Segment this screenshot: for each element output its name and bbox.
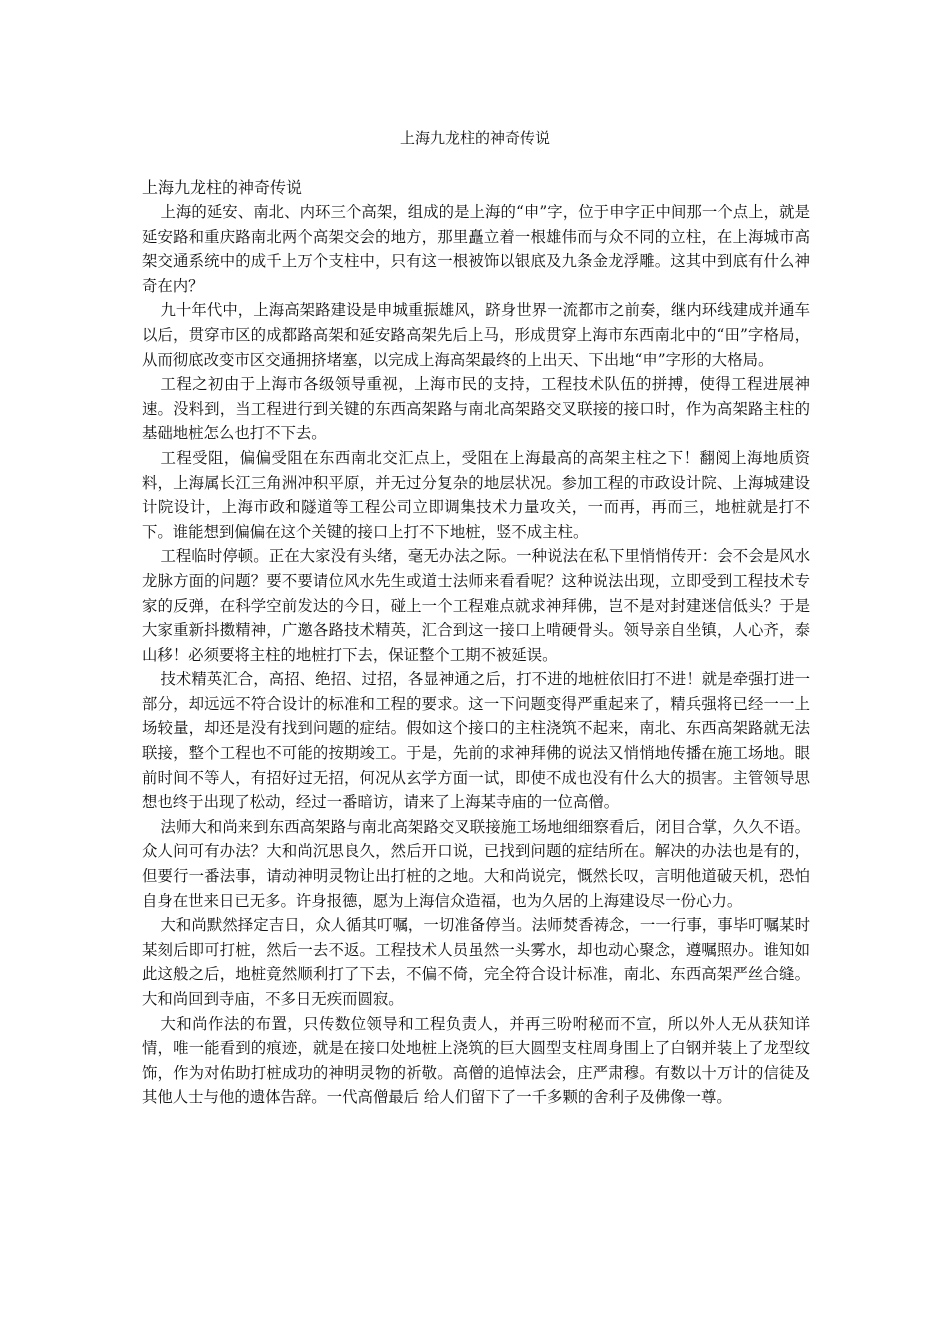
paragraph-4: 工程受阻，偏偏受阻在东西南北交汇点上，受阻在上海最高的高架主柱之下！翻阅上海地质资料，上海属长江三角洲冲积平原，并无过分复杂的地层状况。参加工程的市政设计院、上海城建设计院设计，上海市政和隧道等工程公司立即调集技术力量攻关，一而再，再而三，地桩就是打不下。谁能想到偏偏在这个关键的接口上打不下地桩，竖不成主柱。 — [142, 448, 810, 541]
paragraph-5: 工程临时停顿。正在大家没有头绪，毫无办法之际。一种说法在私下里悄悄传开：会不会是风水龙脉方面的问题？要不要请位风水先生或道士法师来看看呢？这种说法出现，立即受到工程技术专家的反弹，在科学空前发达的今日，碰上一个工程难点就求神拜佛，岂不是对封建迷信低头？于是大家重新抖擞精神，广邀各路技术精英，汇合到这一接口上啃硬骨头。领导亲自坐镇，人心齐，泰山移！必须要将主柱的地桩打下去，保证整个工期不被延误。 — [142, 547, 810, 664]
paragraph-2: 九十年代中，上海高架路建设是申城重振雄风，跻身世界一流都市之前奏，继内环线建成并通车以后，贯穿市区的成都路高架和延安路高架先后上马，形成贯穿上海市东西南北中的“田”字格局，从而彻底改变市区交通拥挤堵塞，以完成上海高架最终的上出天、下出地“申”字形的大格局。 — [142, 301, 810, 369]
paragraph-9: 大和尚作法的布置，只传数位领导和工程负责人，并再三吩咐秘而不宣，所以外人无从获知详情，唯一能看到的痕迹，就是在接口处地桩上浇筑的巨大圆型支柱周身围上了白钢并装上了龙型纹饰，作为对佑助打桩成功的神明灵物的祈敬。高僧的追悼法会，庄严肃穆。有数以十万计的信徒及其他人士与他的遗体告辞。一代高僧最后 给人们留下了一千多颗的舍利子及佛像一尊。 — [142, 1014, 810, 1107]
paragraph-1: 上海的延安、南北、内环三个高架，组成的是上海的“申”字，位于申字正中间那一个点上，就是延安路和重庆路南北两个高架交会的地方，那里矗立着一根雄伟而与众不同的立柱，在上海城市高架交通系统中的成千上万个支柱中，只有这一根被饰以银底及九条金龙浮雕。这其中到底有什么神奇在内？ — [142, 203, 810, 295]
paragraph-8: 大和尚默然择定吉日，众人循其叮嘱，一切准备停当。法师焚香祷念，一一行事，事毕叮嘱某时某刻后即可打桩，然后一去不返。工程技术人员虽然一头雾水，却也动心聚念，遵嘱照办。谁知如此这般之后，地桩竟然顺利打了下去，不偏不倚，完全符合设计标准，南北、东西高架严丝合缝。大和尚回到寺庙，不多日无疾而圆寂。 — [142, 916, 810, 1008]
document-body — [142, 176, 810, 1110]
article-heading: 上海九龙柱的神奇传说 — [142, 178, 303, 197]
paragraph-6: 技术精英汇合，高招、绝招、过招，各显神通之后，打不进的地桩依旧打不进！就是牵强打进一部分，却远远不符合设计的标准和工程的要求。这一下问题变得严重起来了，精兵强将已经一一上场较量，却还是没有找到问题的症结。假如这个接口的主柱浇筑不起来，南北、东西高架路就无法联接，整个工程也不可能的按期竣工。于是，先前的求神拜佛的说法又悄悄地传播在施工场地。眼前时间不等人，有招好过无招，何况从玄学方面一试，即使不成也没有什么大的损害。主管领导思想也终于出现了松动，经过一番暗访，请来了上海某寺庙的一位高僧。 — [142, 670, 810, 812]
paragraph-7: 法师大和尚来到东西高架路与南北高架路交叉联接施工场地细细察看后，闭目合掌，久久不语。众人问可有办法？大和尚沉思良久，然后开口说，已找到问题的症结所在。解决的办法也是有的，但要行一番法事，请动神明灵物让出打桩的之地。大和尚说完，慨然长叹，言明他道破天机，恐怕自身在世来日已无多。许身报德，愿为上海信众造福，也为久居的上海建设尽一份心力。 — [142, 817, 810, 910]
document-title: 上海九龙柱的神奇传说 — [399, 129, 550, 147]
paragraph-3: 工程之初由于上海市各级领导重视，上海市民的支持，工程技术队伍的拼搏，使得工程进展神速。没料到，当工程进行到关键的东西高架路与南北高架路交叉联接的接口时，作为高架路主柱的基础地桩怎么也打不下去。 — [142, 375, 810, 443]
